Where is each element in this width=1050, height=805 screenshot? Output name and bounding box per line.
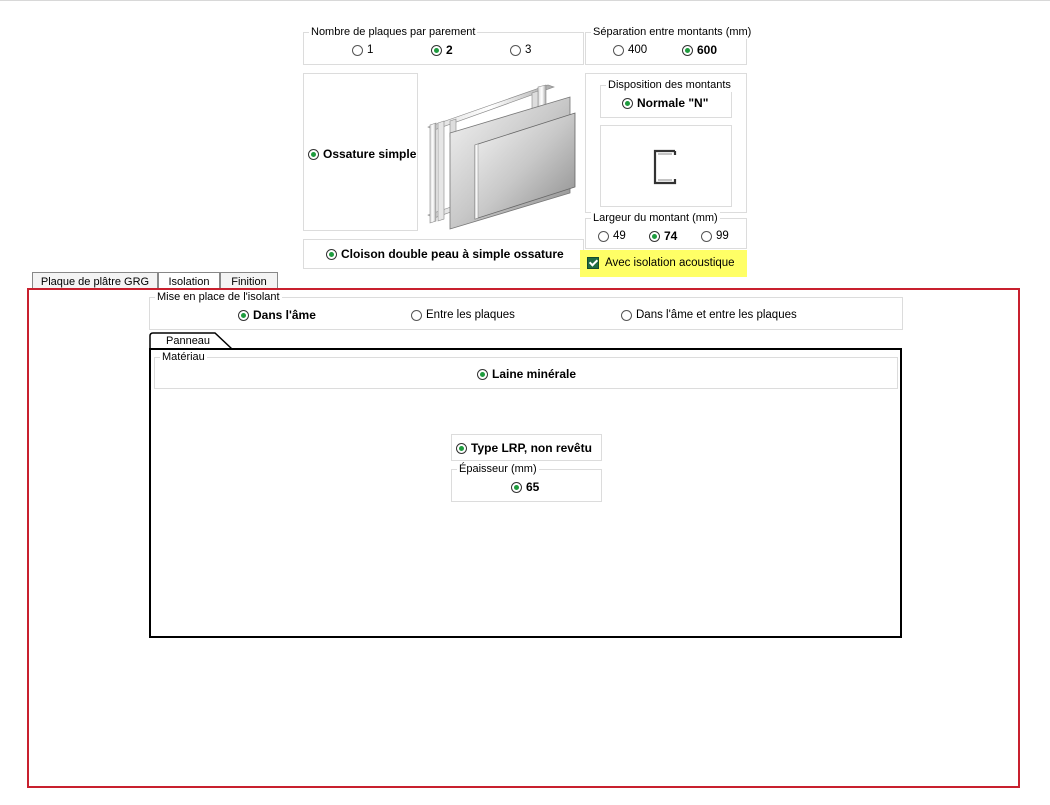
radio-icon [352,45,363,56]
disposition-group-title: Disposition des montants [608,79,731,91]
radio-icon [701,231,712,242]
type-lrp-option[interactable]: Type LRP, non revêtu [456,441,592,455]
epaisseur-group-title: Épaisseur (mm) [459,463,537,475]
mise-en-place-group-title: Mise en place de l'isolant [157,291,280,303]
separation-option-400[interactable]: 400 [613,43,647,57]
radio-selected-icon [456,443,467,454]
radio-icon [510,45,521,56]
largeur-group [585,212,747,249]
radio-selected-icon [238,310,249,321]
profile-preview [600,125,732,207]
separation-group [585,26,752,65]
ossature-illustration [420,75,580,235]
cloison-double-peau-option[interactable]: Cloison double peau à simple ossature [326,247,564,261]
separation-group-title: Séparation entre montants (mm) [593,26,752,38]
plaques-option-2[interactable]: 2 [431,43,453,57]
mise-en-place-option-entre-plaques[interactable]: Entre les plaques [411,308,515,322]
mise-en-place-group [149,291,903,330]
radio-icon [411,310,422,321]
radio-selected-icon [649,231,660,242]
type-group [451,434,602,461]
cloison-group [303,239,584,269]
c-profile-icon [651,148,681,186]
radio-selected-icon [682,45,693,56]
ossature-simple-option[interactable]: Ossature simple [308,147,416,161]
top-border [0,0,1050,1]
radio-selected-icon [477,369,488,380]
isolation-acoustique-checkbox[interactable]: Avec isolation acoustique [587,256,735,270]
epaisseur-group [451,463,602,502]
radio-selected-icon [308,149,319,160]
materiau-group [154,351,898,389]
largeur-option-99[interactable]: 99 [701,229,729,243]
plaques-option-3[interactable]: 3 [510,43,531,57]
radio-icon [613,45,624,56]
tab-plaque-de-platre[interactable]: Plaque de plâtre GRG [32,272,158,289]
largeur-option-49[interactable]: 49 [598,229,626,243]
epaisseur-option-65[interactable]: 65 [511,480,539,494]
isolation-acoustique-highlight [580,250,747,277]
disposition-normale-option[interactable]: Normale "N" [622,96,708,110]
materiau-laine-minerale-option[interactable]: Laine minérale [477,367,576,381]
radio-selected-icon [431,45,442,56]
radio-selected-icon [622,98,633,109]
plaques-option-1[interactable]: 1 [352,43,373,57]
radio-selected-icon [326,249,337,260]
separation-option-600[interactable]: 600 [682,43,717,57]
tab-isolation[interactable]: Isolation [158,272,220,289]
radio-icon [598,231,609,242]
materiau-group-title: Matériau [162,351,205,363]
radio-icon [621,310,632,321]
tab-panneau[interactable]: Panneau [166,335,211,347]
mise-en-place-option-ame-et-plaques[interactable]: Dans l'âme et entre les plaques [621,308,797,322]
plaques-group [303,26,584,65]
checkbox-checked-icon [587,257,599,269]
largeur-option-74[interactable]: 74 [649,229,677,243]
mise-en-place-option-ame[interactable]: Dans l'âme [238,308,316,322]
tab-finition[interactable]: Finition [220,272,278,289]
ossature-group [303,73,418,231]
largeur-group-title: Largeur du montant (mm) [593,212,718,224]
radio-selected-icon [511,482,522,493]
disposition-group [600,79,732,118]
plaques-group-title: Nombre de plaques par parement [311,26,476,38]
